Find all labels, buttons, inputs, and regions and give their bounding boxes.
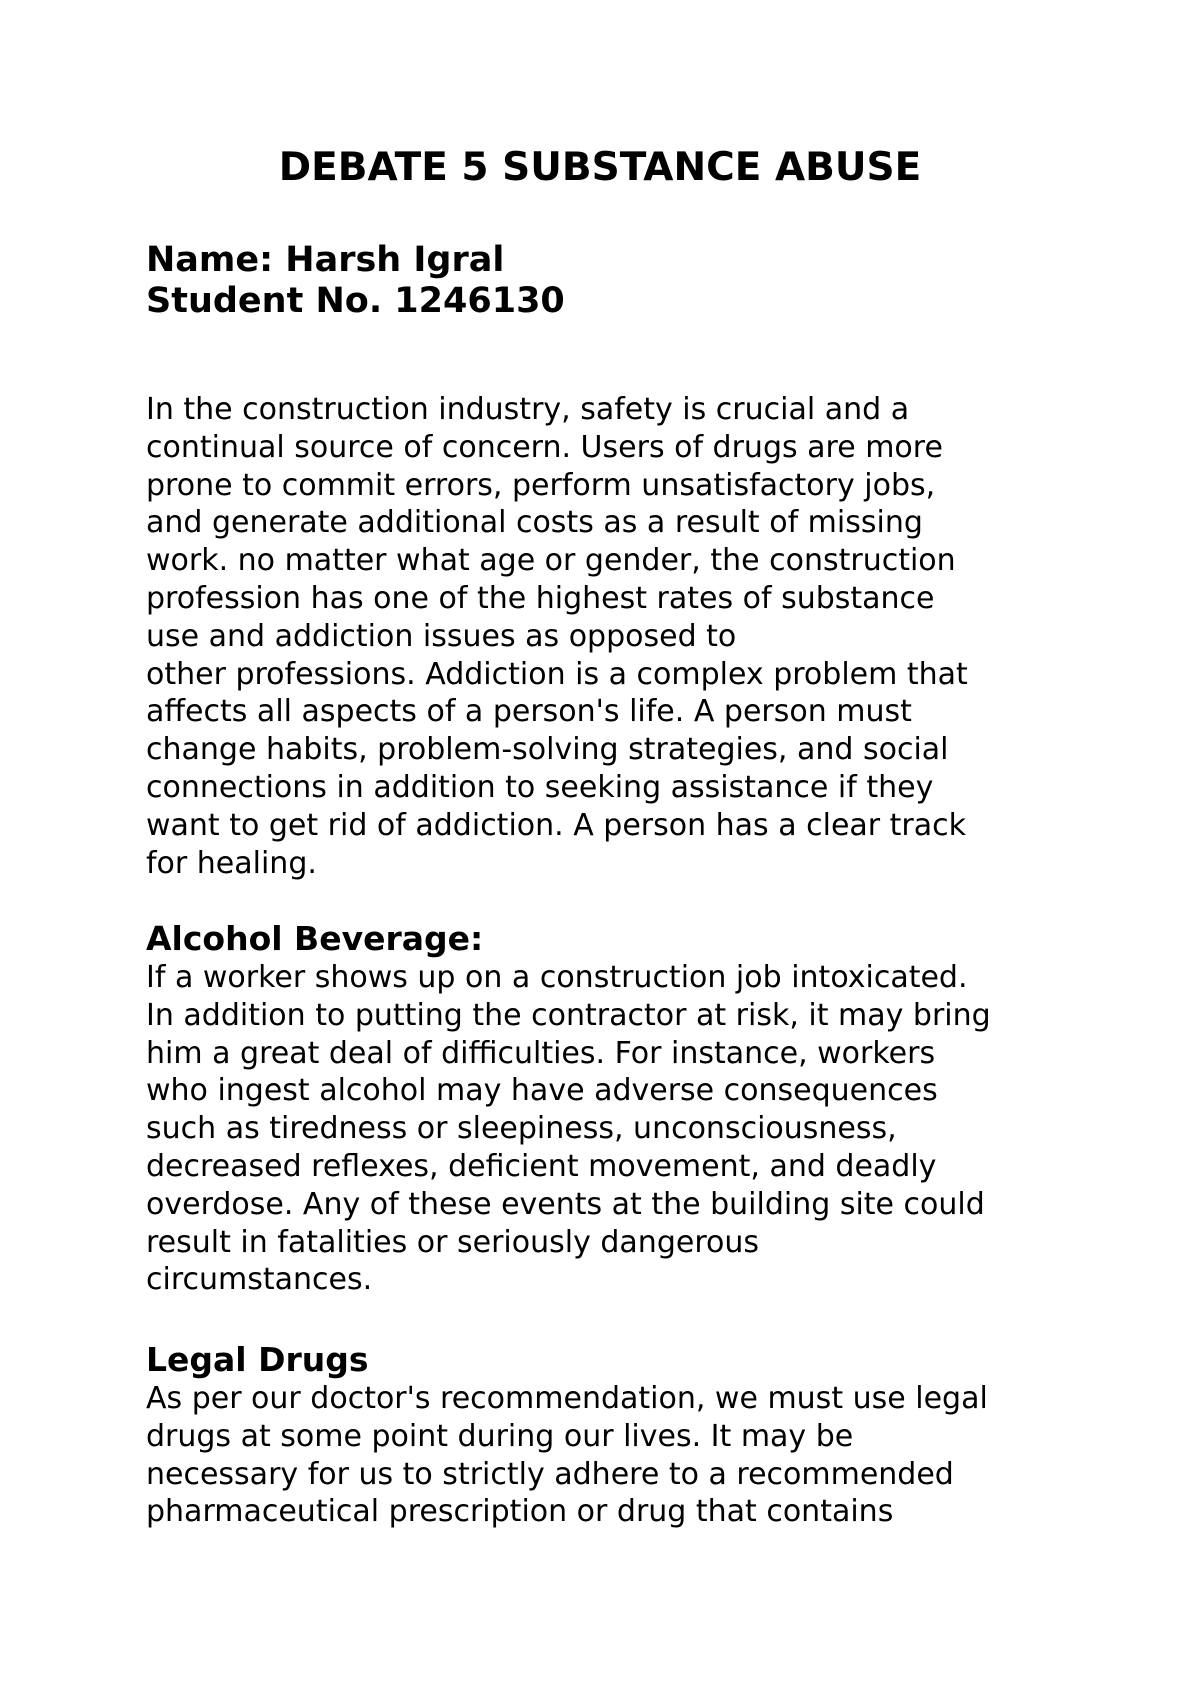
intro-line: use and addiction issues as opposed to (146, 618, 737, 654)
legal-drugs-line: drugs at some point during our lives. It may be (146, 1418, 854, 1454)
legal-drugs-heading: Legal Drugs (146, 1340, 369, 1379)
alcohol-line: result in fatalities or seriously dangerous (146, 1224, 759, 1260)
alcohol-line: who ingest alcohol may have adverse consequences (146, 1073, 938, 1109)
alcohol-line: such as tiredness or sleepiness, unconsciousness, (146, 1111, 897, 1147)
intro-line: want to get rid of addiction. A person has a clear track (146, 807, 967, 843)
legal-drugs-section (146, 1340, 1086, 1531)
intro-line: work. no matter what age or gender, the construction (146, 543, 956, 579)
student-info (146, 240, 565, 322)
legal-drugs-line: necessary for us to strictly adhere to a recommended (146, 1456, 954, 1492)
intro-line: other professions. Addiction is a complex problem that (146, 656, 968, 692)
legal-drugs-line: pharmaceutical prescription or drug that contains (146, 1494, 894, 1530)
intro-line: affects all aspects of a person's life. A person must (146, 694, 912, 730)
intro-line: change habits, problem-solving strategies, and social (146, 732, 949, 768)
intro-paragraph (146, 391, 1086, 882)
intro-line: and generate additional costs as a result of missing (146, 505, 923, 541)
alcohol-line: him a great deal of difficulties. For instance, workers (146, 1035, 936, 1071)
document-title: DEBATE 5 SUBSTANCE ABUSE (278, 145, 922, 190)
intro-line: prone to commit errors, perform unsatisfactory jobs, (146, 467, 936, 503)
alcohol-paragraph (146, 959, 1086, 1299)
alcohol-line: circumstances. (146, 1262, 373, 1298)
legal-drugs-paragraph (146, 1380, 1086, 1531)
student-name: Name: Harsh Igral (146, 240, 505, 280)
intro-line: In the construction industry, safety is crucial and a (146, 392, 910, 427)
intro-line: profession has one of the highest rates of substance (146, 580, 935, 616)
alcohol-line: If a worker shows up on a construction job intoxicated. (146, 960, 968, 995)
student-number: Student No. 1246130 (146, 281, 565, 321)
alcohol-line: In addition to putting the contractor at risk, it may bring (146, 997, 991, 1033)
intro-line: continual source of concern. Users of drugs are more (146, 429, 943, 465)
intro-section (146, 391, 1086, 882)
alcohol-heading: Alcohol Beverage: (146, 919, 484, 958)
alcohol-line: decreased reflexes, deficient movement, and deadly (146, 1148, 937, 1184)
intro-line: for healing. (146, 845, 317, 881)
legal-drugs-line: As per our doctor's recommendation, we must use legal (146, 1381, 988, 1416)
alcohol-line: overdose. Any of these events at the building site could (146, 1186, 985, 1222)
alcohol-section (146, 919, 1086, 1299)
intro-line: connections in addition to seeking assistance if they (146, 769, 934, 805)
